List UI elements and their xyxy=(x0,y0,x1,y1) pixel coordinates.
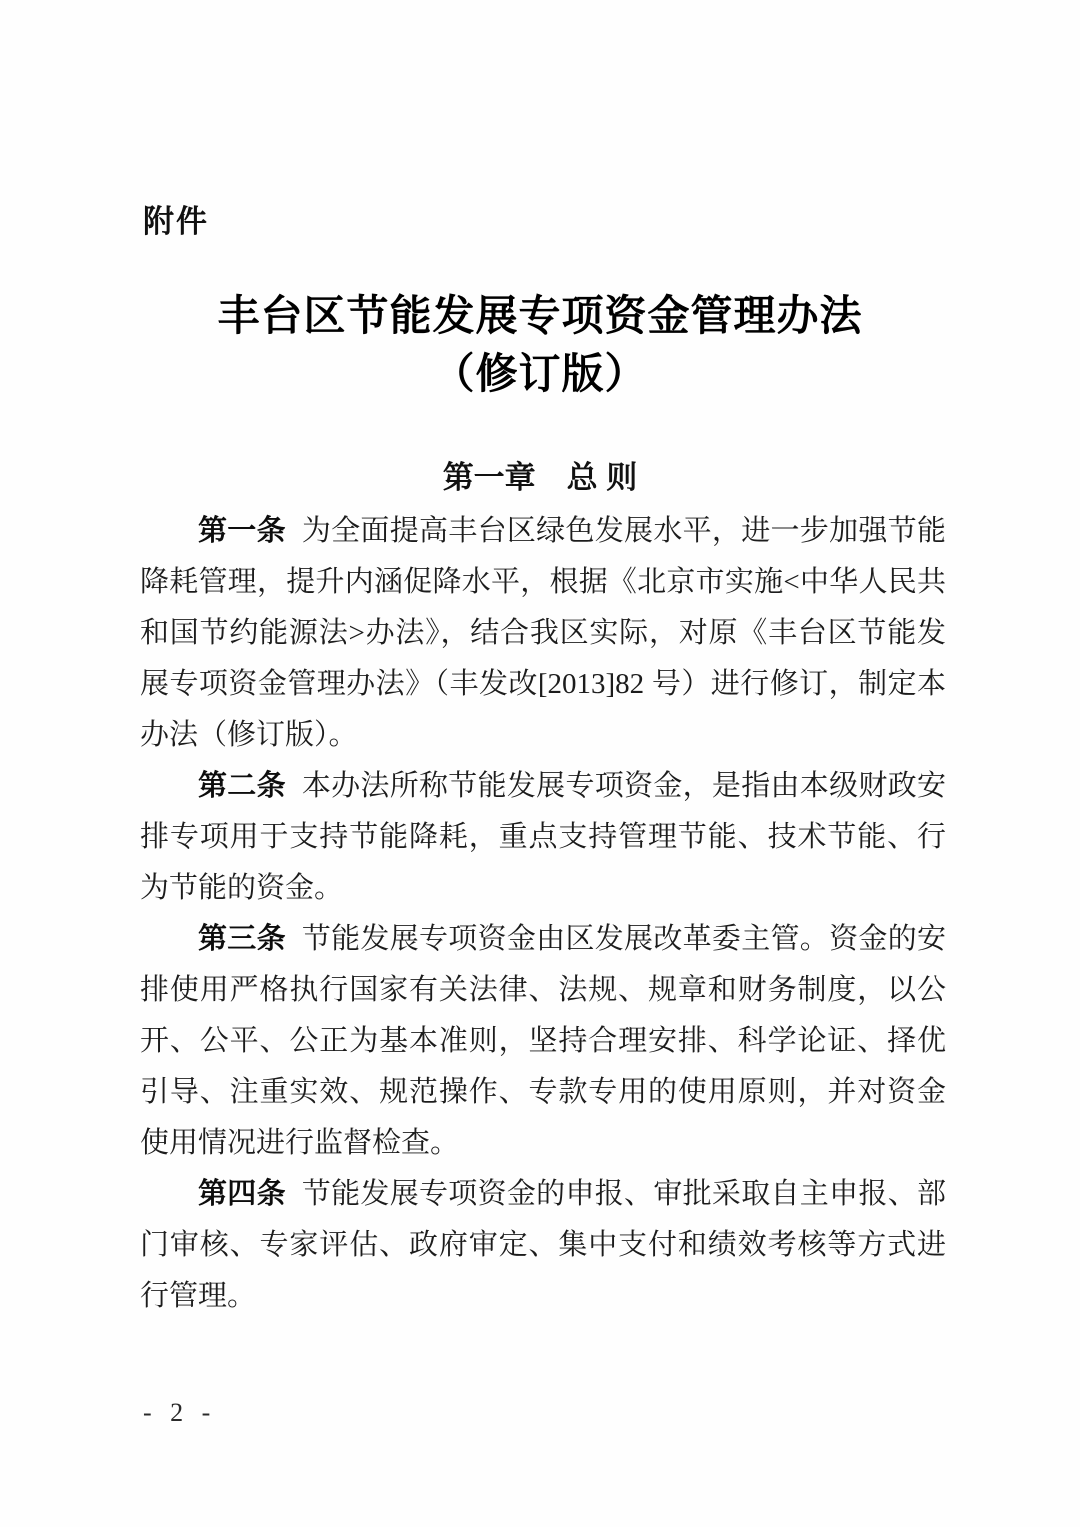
document-title xyxy=(0,288,1080,404)
article-2 xyxy=(140,761,946,914)
article-4-text: 节能发展专项资金的申报、审批采取自主申报、部门审核、专家评估、政府审定、集中支付和绩效考核等方式进行管理。 xyxy=(140,1178,946,1312)
article-4-label: 第四条 xyxy=(198,1178,286,1210)
article-2-label: 第二条 xyxy=(198,770,286,802)
article-4 xyxy=(140,1169,946,1322)
document-body xyxy=(140,506,946,1322)
article-3-text: 节能发展专项资金由区发展改革委主管。资金的安排使用严格执行国家有关法律、法规、规章和财务制度，以公开、公平、公正为基本准则，坚持合理安排、科学论证、择优引导、注重实效、规范操作、专款专用的使用原则，并对资金使用情况进行监督检查。 xyxy=(140,923,946,1159)
title-line-1: 丰台区节能发展专项资金管理办法 xyxy=(217,294,863,340)
chapter-heading: 第一章 总 则 xyxy=(442,460,638,495)
article-3-label: 第三条 xyxy=(198,923,286,955)
page-number: - 2 - xyxy=(143,1398,217,1427)
title-line-2: （修订版） xyxy=(432,352,648,398)
article-2-text: 本办法所称节能发展专项资金，是指由本级财政安排专项用于支持节能降耗，重点支持管理节能、技术节能、行为节能的资金。 xyxy=(140,770,946,904)
article-1-label: 第一条 xyxy=(198,515,286,547)
article-1-text: 为全面提高丰台区绿色发展水平，进一步加强节能降耗管理，提升内涵促降水平，根据《北京市实施<中华人民共和国节约能源法>办法》，结合我区实际，对原《丰台区节能发展专项资金管理办法》（丰发改[2013]82 号）进行修订，制定本办法（修订版）。 xyxy=(140,515,946,751)
article-3 xyxy=(140,914,946,1169)
attachment-label: 附件 xyxy=(143,204,209,239)
article-1 xyxy=(140,506,946,761)
